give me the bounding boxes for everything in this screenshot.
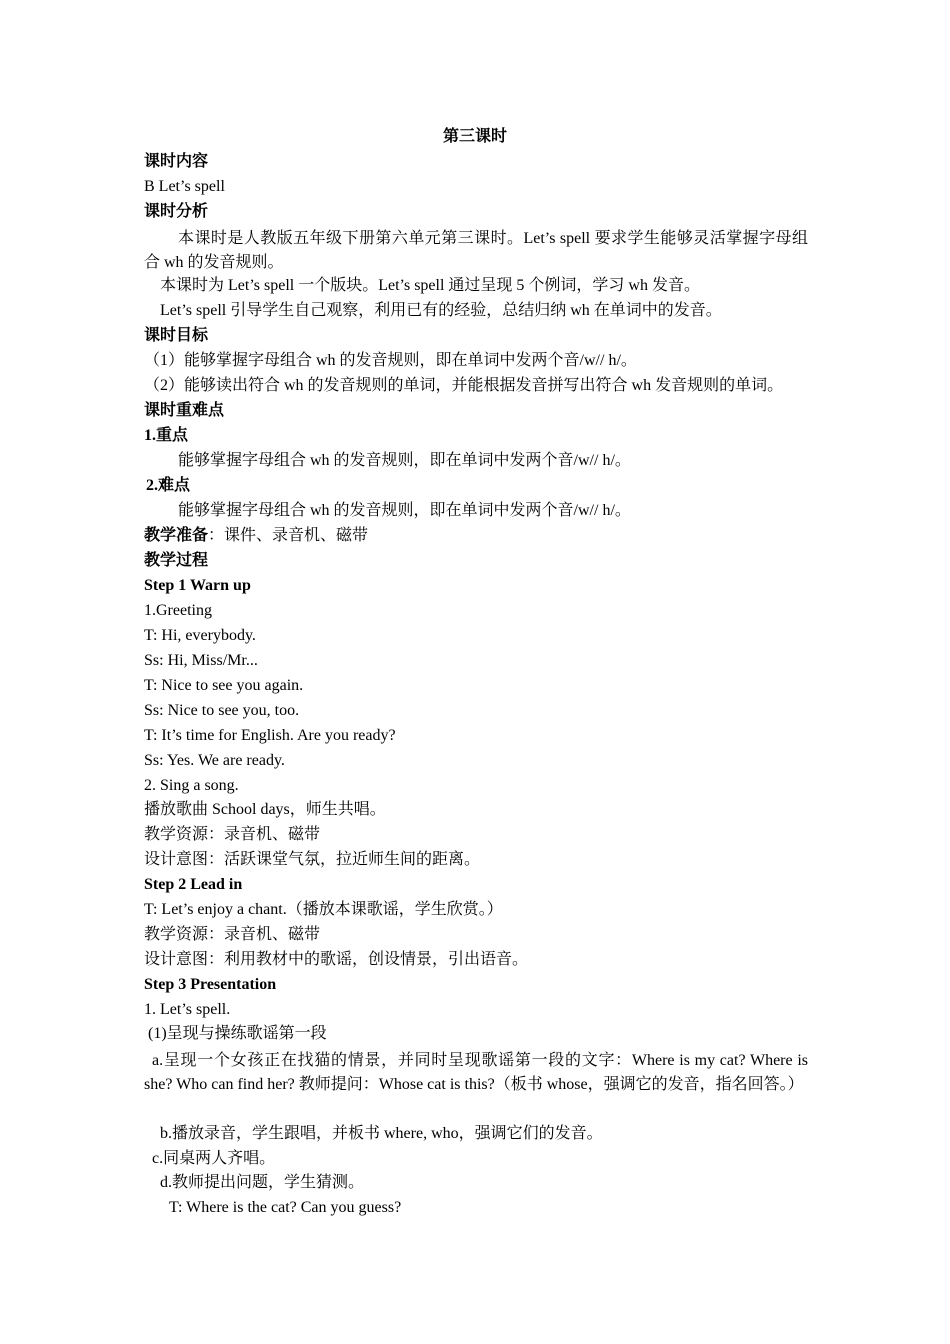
step3-line-d: d.教师提出问题，学生猜测。 xyxy=(160,1174,365,1191)
step1-line: Ss: Yes. We are ready. xyxy=(144,752,285,769)
step1-line: 教学资源：录音机、磁带 xyxy=(144,826,321,843)
teaching-prep xyxy=(144,526,368,546)
step1-line: 2. Sing a song. xyxy=(144,777,239,794)
step3-line-c: c.同桌两人齐唱。 xyxy=(152,1150,276,1167)
analysis-paragraph-3: Let’s spell 引导学生自己观察，利用已有的经验，总结归纳 wh 在单词中的发音。 xyxy=(160,302,722,319)
goal-1: （1）能够掌握字母组合 wh 的发音规则，即在单词中发两个音/w// h/。 xyxy=(144,352,637,369)
analysis-paragraph-2: 本课时为 Let’s spell 一个版块。Let’s spell 通过呈现 5 个例词，学习 wh 发音。 xyxy=(160,277,700,294)
key-point-label: 1.重点 xyxy=(144,427,189,444)
step2-heading: Step 2 Lead in xyxy=(144,876,243,893)
step1-line: T: It’s time for English. Are you ready? xyxy=(144,727,396,744)
key-point-text: 能够掌握字母组合 wh 的发音规则，即在单词中发两个音/w// h/。 xyxy=(178,452,631,469)
step3-line-a: a.呈现一个女孩正在找猫的情景，并同时呈现歌谣第一段的文字：Where is my cat? Where is she? Who can find her? 教师提问：Whose cat is this?（板书 whose，强调它的发音，指名回答。） xyxy=(144,1052,808,1093)
step2-line: 教学资源：录音机、磁带 xyxy=(144,926,321,943)
analysis-paragraph-1: 本课时是人教版五年级下册第六单元第三课时。Let’s spell 要求学生能够灵活掌握字母组合 wh 的发音规则。 xyxy=(144,230,808,271)
page-title: 第三课时 xyxy=(442,128,507,145)
step3-line-t: T: Where is the cat? Can you guess? xyxy=(169,1199,402,1216)
step3-line-2: (1)呈现与操练歌谣第一段 xyxy=(144,1025,327,1042)
difficult-point-text: 能够掌握字母组合 wh 的发音规则，即在单词中发两个音/w// h/。 xyxy=(178,502,631,519)
analysis-heading: 课时分析 xyxy=(144,203,209,220)
step1-line: T: Hi, everybody. xyxy=(144,627,256,644)
goal-2: （2）能够读出符合 wh 的发音规则的单词，并能根据发音拼写出符合 wh 发音规则的单词。 xyxy=(144,377,784,394)
teaching-prep-text: ：课件、录音机、磁带 xyxy=(208,527,369,544)
key-heading: 课时重难点 xyxy=(144,402,225,419)
teaching-prep-label: 教学准备 xyxy=(144,527,209,544)
content-heading: 课时内容 xyxy=(144,153,209,170)
step1-line: Ss: Hi, Miss/Mr... xyxy=(144,652,258,669)
step3-line-b: b.播放录音，学生跟唱，并板书 where, who，强调它们的发音。 xyxy=(160,1125,603,1142)
process-heading: 教学过程 xyxy=(144,552,209,569)
step1-line: 1.Greeting xyxy=(144,602,212,619)
content-text: B Let’s spell xyxy=(144,178,225,195)
goals-heading: 课时目标 xyxy=(144,327,209,344)
step3-line-1: 1. Let’s spell. xyxy=(144,1001,231,1018)
step1-heading: Step 1 Warn up xyxy=(144,577,251,594)
step2-line: 设计意图：利用教材中的歌谣，创设情景，引出语音。 xyxy=(144,951,529,968)
step2-line: T: Let’s enjoy a chant.（播放本课歌谣，学生欣赏。） xyxy=(144,901,503,918)
step1-line: 播放歌曲 School days，师生共唱。 xyxy=(144,801,386,818)
step1-line: 设计意图：活跃课堂气氛，拉近师生间的距离。 xyxy=(144,851,481,868)
step3-heading: Step 3 Presentation xyxy=(144,976,277,993)
difficult-point-label: 2.难点 xyxy=(146,477,191,494)
step1-line: Ss: Nice to see you, too. xyxy=(144,702,300,719)
step1-line: T: Nice to see you again. xyxy=(144,677,304,694)
